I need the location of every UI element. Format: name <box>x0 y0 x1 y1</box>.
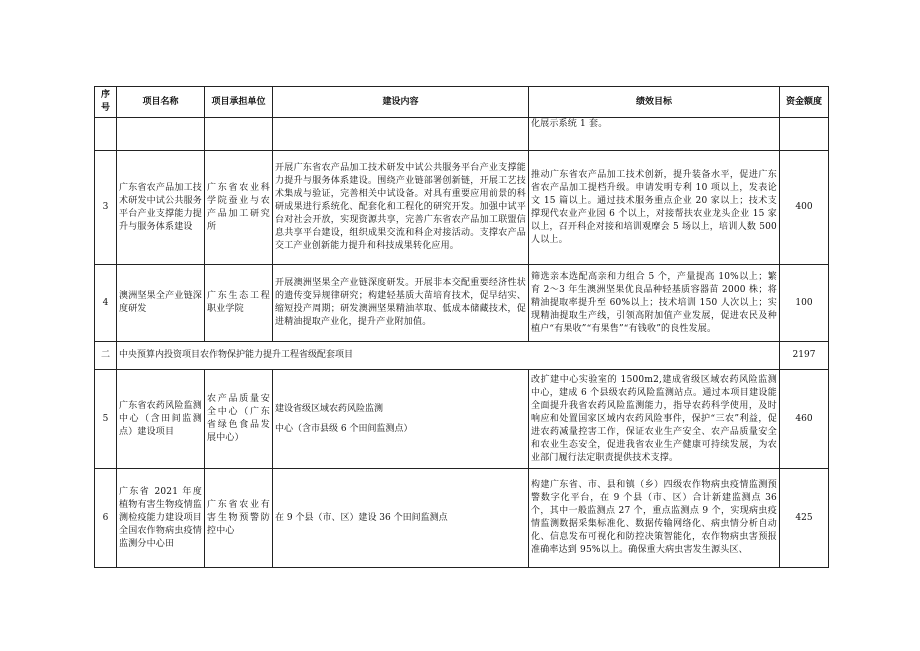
row-goal: 筛选亲本选配高亲和力组合 5 个，产量提高 10%以上；繁育 2～3 年生澳洲坚果优良品种轻基质容器苗 2000 株；将精油提取率提升至 60%以上；技术培训 150 人次以上；实现精油提取生产线，引领高附加值产业发展，促进农民及种植户“有果收”“有果售”“有钱收”的良性发展。 <box>529 265 780 342</box>
section-seq: 二 <box>95 342 117 370</box>
row-name: 广东省农药风险监测中心（含田间监测点）建设项目 <box>117 370 205 469</box>
row-unit: 广东省农业科学院蚕业与农产品加工研究所 <box>205 151 273 265</box>
row-unit: 广东生态工程职业学院 <box>205 265 273 342</box>
row-name: 广东省 2021 年度植物有害生物疫情监测检疫能力建设项目全国农作物病虫疫情监测分中心田 <box>117 469 205 568</box>
row-amount: 460 <box>780 370 829 469</box>
project-table <box>94 86 829 568</box>
row-seq: 3 <box>95 151 117 265</box>
row-seq: 4 <box>95 265 117 342</box>
row-content <box>273 370 529 469</box>
row-name: 广东省农产品加工技术研发中试公共服务平台产业支撑能力提升与服务体系建设 <box>117 151 205 265</box>
row-name <box>117 118 205 151</box>
row-goal: 构建广东省、市、县和镇（乡）四级农作物病虫疫情监测预警数字化平台，在 9 个县（市、区）合计新建监测点 36 个，其中一般监测点 27 个，重点监测点 9 个，实现病虫疫情监测数据采集标准化、数据传输网络化、病虫情分析自动化、信息发布可视化和防控决策智能化，农作物病虫害预报准确率达到 95%以上。确保重大病虫害发生源头区、 <box>529 469 780 568</box>
row-goal: 化展示系统 1 套。 <box>529 118 780 151</box>
row-seq <box>95 118 117 151</box>
row-content: 在 9 个县（市、区）建设 36 个田间监测点 <box>273 469 529 568</box>
row-unit: 广东省农业有害生物预警防控中心 <box>205 469 273 568</box>
row-goal: 推动广东省农产品加工技术创新，提升装备水平，促进广东省农产品加工提档升级。申请发明专利 10 项以上，发表论文 15 篇以上。通过技术服务重点企业 20 家以上；技术支撑现代农业产业园 6 个以上，对接帮扶农业龙头企业 15 家以上，召开科企对接和培训观摩会 5 场以上，培训人数 500 人以上。 <box>529 151 780 265</box>
header-seq: 序号 <box>95 87 117 118</box>
table-row <box>95 151 829 265</box>
table-header-row <box>95 87 829 118</box>
row-content: 开展广东省农产品加工技术研发中试公共服务平台产业支撑能力提升与服务体系建设。围绕产业链部署创新链，开展工艺技术集成与验证，完善相关中试设备。对具有重要应用前景的科研成果进行系统化、配套化和工程化的研究开发。加强中试平台对社会开放，实现资源共享，完善广东省农产品加工联盟信息共享平台建设，组织成果交流和科企对接活动。支撑农产品交工产业创新能力提升和科技成果转化应用。 <box>273 151 529 265</box>
row-amount <box>780 118 829 151</box>
section-title: 中央预算内投资项目农作物保护能力提升工程省级配套项目 <box>117 342 780 370</box>
header-name: 项目名称 <box>117 87 205 118</box>
header-amount: 资金额度 <box>780 87 829 118</box>
row-name: 澳洲坚果全产业链深度研发 <box>117 265 205 342</box>
header-goal: 绩效目标 <box>529 87 780 118</box>
row-content <box>273 118 529 151</box>
section-row <box>95 342 829 370</box>
header-content: 建设内容 <box>273 87 529 118</box>
row-seq: 5 <box>95 370 117 469</box>
section-amount: 2197 <box>780 342 829 370</box>
row-unit <box>205 118 273 151</box>
row-amount: 425 <box>780 469 829 568</box>
row-seq: 6 <box>95 469 117 568</box>
row-goal: 改扩建中心实验室的 1500m2,建成省级区域农药风险监测中心，建成 6 个县级农药风险监测站点。通过本项目建设能全面提升我省农药风险监测能力，指导农药科学使用，及时响应和处置国家区域内农药风险事件，保护“三农”利益，促进农药减量控害工作，保证农业生产安全、农产品质量安全和农业生态安全，促进我省农业生产健康可持续发展，为农业部门履行法定职责提供技术支撑。 <box>529 370 780 469</box>
table-row <box>95 469 829 568</box>
row-content: 开展澳洲坚果全产业链深度研发。开展非本交配重要经济性状的遗传变异规律研究；构建轻基质大苗培育技术，促早结实、缩短投产周期；研发澳洲坚果精油萃取、低成本储藏技术，促进精油提取产业化，提升产业附加值。 <box>273 265 529 342</box>
table-row <box>95 265 829 342</box>
row-amount: 100 <box>780 265 829 342</box>
row-content-line: 中心（含市县级 6 个田间监测点） <box>275 423 413 434</box>
row-unit: 农产品质量安全中心（广东省绿色食品发展中心） <box>205 370 273 469</box>
table-row <box>95 118 829 151</box>
table-row <box>95 370 829 469</box>
row-amount: 400 <box>780 151 829 265</box>
header-unit: 项目承担单位 <box>205 87 273 118</box>
row-content-line: 建设省级区域农药风险监测 <box>275 403 384 414</box>
